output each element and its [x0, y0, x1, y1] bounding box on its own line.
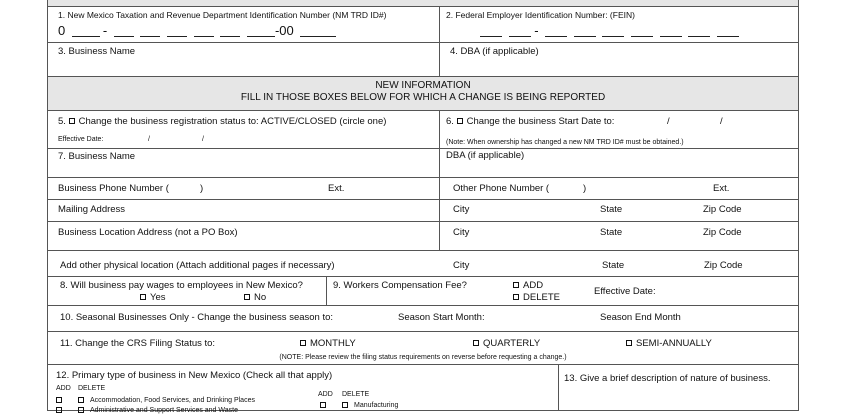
field-12-delete-header: DELETE: [78, 385, 106, 392]
checkbox-icon[interactable]: [244, 294, 250, 300]
checkbox-icon[interactable]: [626, 340, 632, 346]
other-location-label: Add other physical location (Attach additional pages if necessary): [60, 260, 335, 271]
field-13-label: 13. Give a brief description of nature of business.: [564, 373, 771, 384]
checkbox-icon[interactable]: [56, 407, 62, 413]
field-11-note: (NOTE: Please review the filing status requirements on reverse before requesting a change.): [279, 354, 567, 361]
field-12-add-header: ADD: [56, 385, 71, 392]
field-3-label: 3. Business Name: [58, 46, 136, 57]
fein-field[interactable]: -: [480, 24, 739, 37]
field-7-label: 7. Business Name: [58, 151, 136, 162]
checkbox-icon[interactable]: [513, 282, 519, 288]
location-state-label: State: [600, 227, 623, 238]
field-9-label: 9. Workers Compensation Fee?: [333, 280, 467, 291]
field-8-label: 8. Will business pay wages to employees in New Mexico?: [60, 280, 303, 291]
business-phone-ext-label: Ext.: [328, 183, 345, 194]
new-info-title: NEW INFORMATION: [375, 80, 471, 91]
field-1-label: 1. New Mexico Taxation and Revenue Department Identification Number (NM TRD ID#): [58, 10, 387, 20]
checkbox-icon[interactable]: [78, 407, 84, 413]
business-update-form: 1. New Mexico Taxation and Revenue Department Identification Number (NM TRD ID#) 0 - -00 2. Federal Employer Identification Number: (FEIN) - 3. Business Name 4. DBA (if applicable) NEW INFORMATION FILL IN THOSE BOXES BELOW FOR WHICH A CHANGE IS BEING REPORTED 5. Change the business registration status to: ACTIVE/CLOSED (circle one) Effective Date: / / 6. Change the business Start Date to: / / (Note: When ownership has changed a new NM TRD ID# must be obtained.) 7. Business Name DBA (if applicable) Business Phone Number ( ) Ext. Other Phone Number ( ) Ext. Mailing Address City State Zip Code Business Location Address (not a PO Box) City State Zip Code Add other physical location (Attach additional pages if necessary) City State Zip Code 8. Will business pay wages to employees in New Mexico? Yes No 9. Workers Compensation Fee? ADD DELETE Effective Date: 10. Seasonal Businesses Only - Change the business season to: Season Start Month: Season End Month 11. Change the CRS Filing Status to: MONTHLY QUARTERLY SEMI-ANNUALLY (NOTE: Please review the filing status requirements on reverse before requesting a change.) 12. Primary type of business in New Mexico (Check all that apply) ADD DELETE Accommodation, Food Services, and Drinking Places Administrative and Support Services and Waste ADD DELETE Manufacturing 13. Give a brief description of nature of business.: [47, 0, 799, 411]
other-zip-label: Zip Code: [704, 260, 743, 271]
field-11-label: 11. Change the CRS Filing Status to:: [60, 338, 216, 349]
checkbox-icon[interactable]: [457, 118, 463, 124]
wages-yes-option[interactable]: Yes: [140, 293, 166, 303]
business-type-item[interactable]: Accommodation, Food Services, and Drinking Places: [56, 397, 255, 404]
field-9-effective-date-label: Effective Date:: [594, 286, 656, 297]
mailing-zip-label: Zip Code: [703, 204, 742, 215]
other-state-label: State: [602, 260, 625, 271]
checkbox-icon[interactable]: [342, 402, 348, 408]
field-12-label: 12. Primary type of business in New Mexico (Check all that apply): [56, 370, 333, 381]
field-7-dba-label: DBA (if applicable): [446, 150, 525, 161]
workers-comp-add-option[interactable]: ADD: [513, 281, 543, 291]
checkbox-icon[interactable]: [140, 294, 146, 300]
checkbox-icon[interactable]: [300, 340, 306, 346]
checkbox-icon[interactable]: [320, 402, 326, 408]
business-type-item[interactable]: Administrative and Support Services and Waste: [56, 407, 238, 414]
mailing-city-label: City: [453, 204, 470, 215]
business-type-item[interactable]: Manufacturing: [320, 402, 398, 409]
business-phone-label: Business Phone Number (: [58, 183, 169, 194]
field-5-label[interactable]: 5. Change the business registration status to: ACTIVE/CLOSED (circle one): [58, 116, 387, 127]
season-end-label: Season End Month: [600, 312, 681, 323]
field-6-label[interactable]: 6. Change the business Start Date to:: [446, 116, 615, 127]
location-address-label: Business Location Address (not a PO Box): [58, 227, 238, 238]
location-city-label: City: [453, 227, 470, 238]
field-10-label: 10. Seasonal Businesses Only - Change the business season to:: [60, 312, 334, 323]
field-6-note: (Note: When ownership has changed a new NM TRD ID# must be obtained.): [446, 139, 684, 146]
checkbox-icon[interactable]: [56, 397, 62, 403]
mailing-address-label: Mailing Address: [58, 204, 126, 215]
field-4-label: 4. DBA (if applicable): [450, 46, 539, 57]
mailing-state-label: State: [600, 204, 623, 215]
new-info-subtitle: FILL IN THOSE BOXES BELOW FOR WHICH A CHANGE IS BEING REPORTED: [240, 92, 606, 103]
filing-monthly-option[interactable]: MONTHLY: [300, 339, 356, 349]
checkbox-icon[interactable]: [473, 340, 479, 346]
other-city-label: City: [453, 260, 470, 271]
field-5-effective-date-label: Effective Date:: [58, 136, 104, 143]
filing-semiannual-option[interactable]: SEMI-ANNUALLY: [626, 339, 712, 349]
filing-quarterly-option[interactable]: QUARTERLY: [473, 339, 540, 349]
location-zip-label: Zip Code: [703, 227, 742, 238]
field-12-delete-header-2: DELETE: [342, 391, 370, 398]
checkbox-icon[interactable]: [78, 397, 84, 403]
wages-no-option[interactable]: No: [244, 293, 266, 303]
checkbox-icon[interactable]: [513, 294, 519, 300]
season-start-label: Season Start Month:: [398, 312, 485, 323]
workers-comp-delete-option[interactable]: DELETE: [513, 293, 560, 303]
other-phone-ext-label: Ext.: [713, 183, 730, 194]
nm-trd-id-field[interactable]: 0 - -00: [58, 24, 336, 37]
other-phone-label: Other Phone Number (: [453, 183, 550, 194]
checkbox-icon[interactable]: [69, 118, 75, 124]
field-12-add-header-2: ADD: [318, 391, 333, 398]
field-2-label: 2. Federal Employer Identification Number: (FEIN): [446, 10, 635, 20]
